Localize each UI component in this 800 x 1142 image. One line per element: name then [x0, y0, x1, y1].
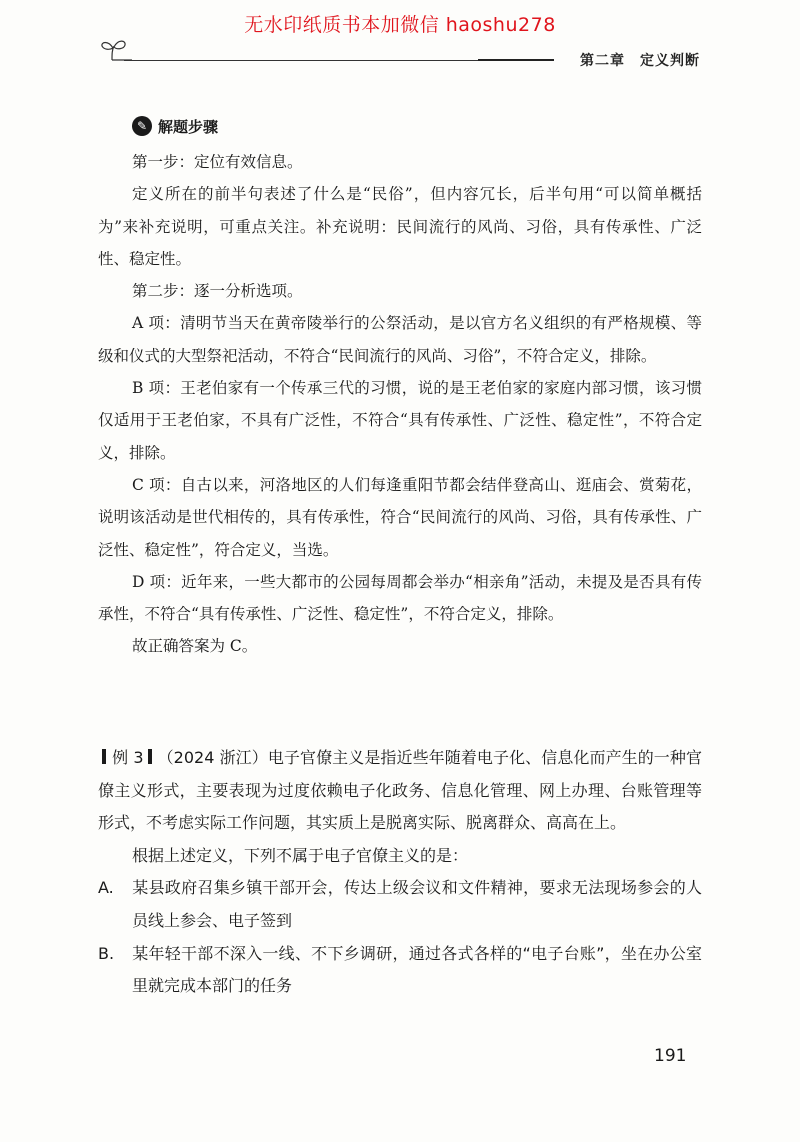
option-b-analysis: B 项：王老伯家有一个传承三代的习惯，说的是王老伯家的家庭内部习惯，该习惯仅适用于王老伯家，不具有广泛性，不符合“具有传承性、广泛性、稳定性”，不符合定义，排除。: [98, 379, 702, 462]
bracket-bar-right: [148, 749, 152, 764]
option-c-analysis: C 项：自古以来，河洛地区的人们每逢重阳节都会结伴登高山、逛庙会、赏菊花，说明该活动是世代相传的，具有传承性，符合“民间流行的风尚、习俗，具有传承性、广泛性、稳定性”，符合定义，当选。: [98, 475, 702, 559]
option-text: 某年轻干部不深入一线、不下乡调研，通过各式各样的“电子台账”，坐在办公室里就完成本部门的任务: [132, 943, 702, 996]
header-rule-accent: [478, 59, 554, 61]
option-b: [98, 938, 702, 1003]
option-d-analysis: D 项：近年来，一些大都市的公园每周都会举办“相亲角”活动，未提及是否具有传承性，不符合“具有传承性、广泛性、稳定性”，不符合定义，排除。: [98, 572, 702, 624]
step-one: 第一步：定位有效信息。: [132, 153, 303, 171]
page-number: 191: [654, 1046, 687, 1066]
option-a: [98, 872, 702, 937]
answer-conclusion: 故正确答案为 C。: [132, 637, 258, 656]
example-stem: [98, 742, 702, 840]
sprout-icon: [98, 38, 132, 62]
option-text: 某县政府召集乡镇干部开会，传达上级会议和文件精神，要求无法现场参会的人员线上参会、电子签到: [132, 878, 702, 930]
chapter-title: 第二章 定义判断: [580, 53, 700, 69]
option-letter: A.: [98, 878, 114, 898]
solution-section: [98, 110, 702, 663]
definition-analysis: 定义所在的前半句表述了什么是“民俗”，但内容冗长，后半句用“可以简单概括为”来补充说明，可重点关注。补充说明：民间流行的风尚、习俗，具有传承性、广泛性、稳定性。: [98, 185, 702, 268]
example-label: 例 3: [112, 748, 144, 767]
section-title: 解题步骤: [158, 117, 219, 136]
example-question: [98, 742, 702, 1003]
section-heading: [98, 110, 702, 142]
bracket-bar-left: [102, 749, 106, 764]
option-a-analysis: A 项：清明节当天在黄帝陵举行的公祭活动，是以官方名义组织的有严格规模、等级和仪式的大型祭祀活动，不符合“民间流行的风尚、习俗”，不符合定义，排除。: [98, 314, 702, 365]
example-stem-text: 电子官僚主义是指近些年随着电子化、信息化而产生的一种官僚主义形式，主要表现为过度依赖电子化政务、信息化管理、网上办理、台账管理等形式，不考虑实际工作问题，其实质上是脱离实际、脱离群众、高高在上。: [98, 748, 702, 833]
page-header: [98, 38, 700, 74]
steps-icon: ✎: [132, 116, 152, 136]
watermark-text: 无水印纸质书本加微信 haoshu278: [244, 14, 556, 36]
option-letter: B.: [98, 943, 115, 963]
step-two: 第二步：逐一分析选项。: [132, 282, 303, 301]
example-source: （2024 浙江）: [157, 748, 268, 767]
example-question-prompt: 根据上述定义，下列不属于电子官僚主义的是：: [132, 845, 469, 865]
